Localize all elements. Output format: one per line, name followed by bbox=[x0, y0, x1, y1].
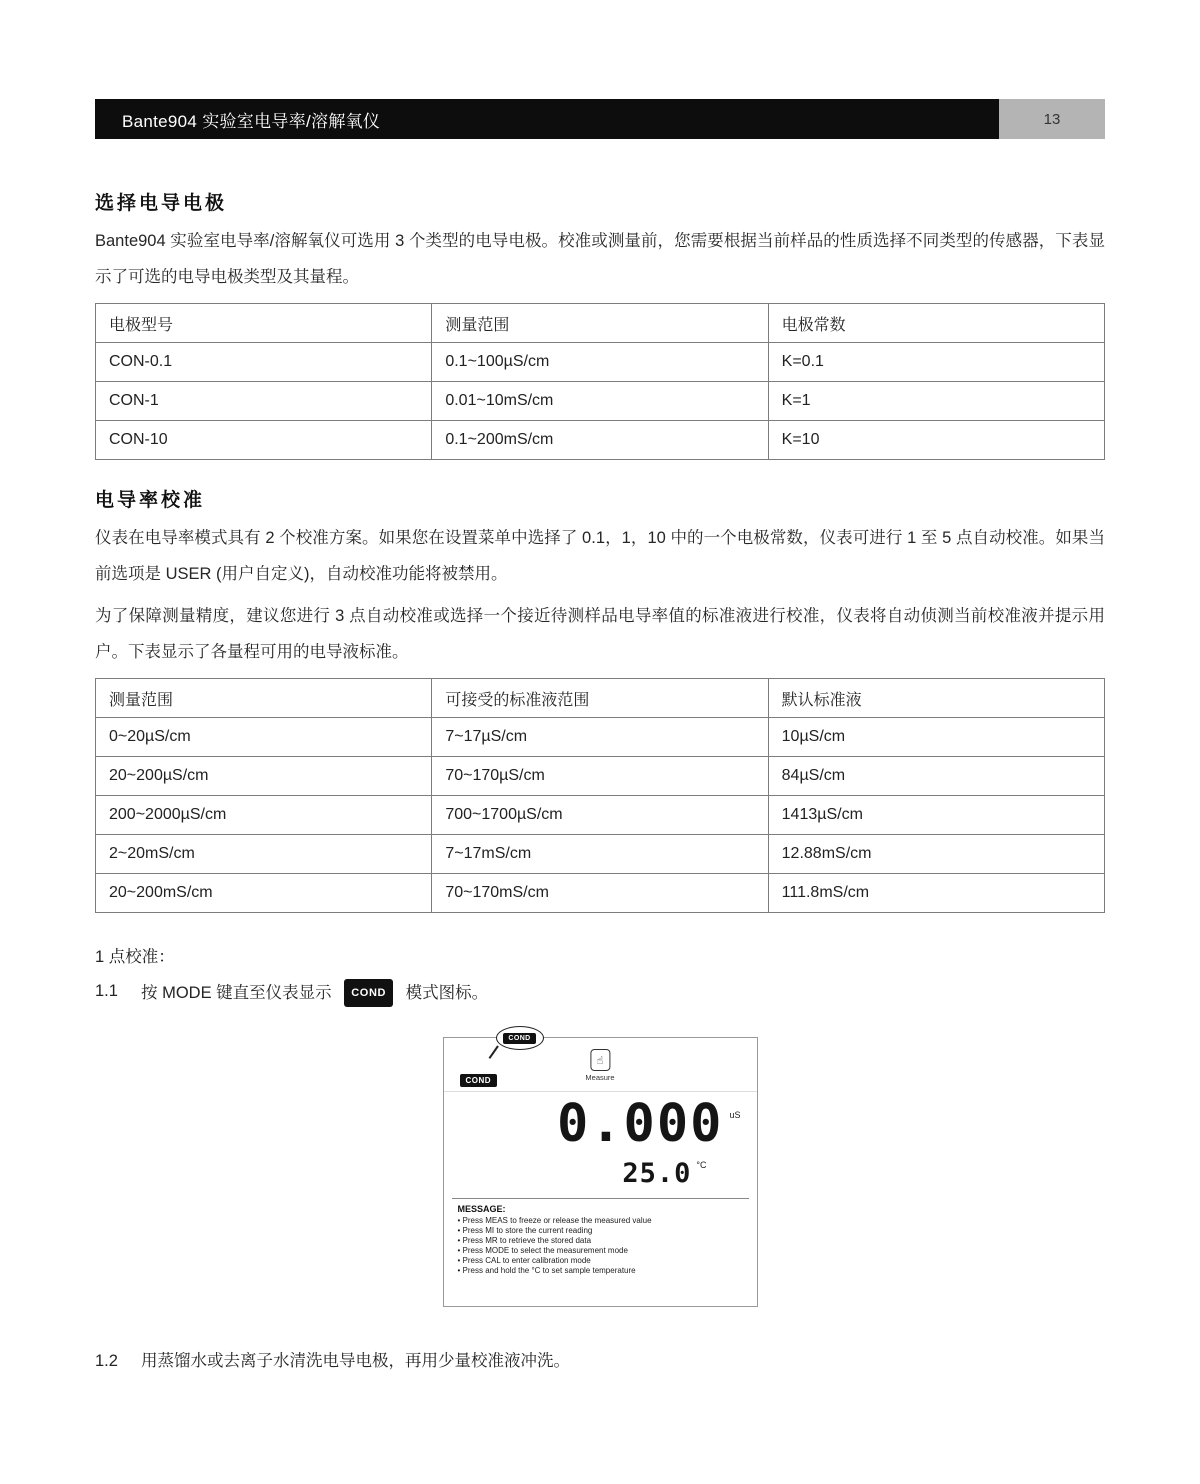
step-number: 1.2 bbox=[95, 1352, 118, 1370]
step-1-2 bbox=[95, 1349, 1105, 1373]
column-header: 默认标准液 bbox=[768, 679, 1104, 718]
step-text-before: 按 MODE 键直至仪表显示 bbox=[141, 984, 332, 1002]
table-cell: 70~170µS/cm bbox=[432, 757, 768, 796]
lcd-display-figure bbox=[443, 1034, 758, 1307]
table-cell: 700~1700µS/cm bbox=[432, 796, 768, 835]
table-cell: 12.88mS/cm bbox=[768, 835, 1104, 874]
lcd-divider-bottom bbox=[452, 1198, 749, 1199]
calibration-paragraph-1: 仪表在电导率模式具有 2 个校准方案。如果您在设置菜单中选择了 0.1，1，10 中的一个电极常数，仪表可进行 1 至 5 点自动校准。如果当前选项是 USER (用户自定义)，自动校准功能将被禁用。 bbox=[95, 529, 1105, 583]
message-item: • Press CAL to enter calibration mode bbox=[458, 1256, 749, 1266]
table-cell: 1413µS/cm bbox=[768, 796, 1104, 835]
lcd-figure-wrapper bbox=[95, 1034, 1105, 1307]
temperature-value: 25.0 bbox=[622, 1158, 692, 1189]
column-header: 电极型号 bbox=[96, 304, 432, 343]
message-list bbox=[458, 1216, 749, 1276]
table-header-row bbox=[96, 304, 1105, 343]
callout-cond-badge: COND bbox=[503, 1033, 535, 1044]
table-cell: 0.1~100µS/cm bbox=[432, 343, 768, 382]
table-cell: 2~20mS/cm bbox=[96, 835, 432, 874]
step-text: 用蒸馏水或去离子水清洗电导电极，再用少量校准液冲洗。 bbox=[141, 1352, 570, 1370]
lcd-temp-reading bbox=[622, 1160, 706, 1187]
step-number: 1.1 bbox=[95, 982, 118, 1000]
table-cell: CON-0.1 bbox=[96, 343, 432, 382]
callout-pointer bbox=[488, 1045, 498, 1058]
header-title-bar bbox=[95, 99, 999, 139]
table-cell: K=10 bbox=[768, 421, 1104, 460]
table-row bbox=[96, 718, 1105, 757]
table-cell: 0~20µS/cm bbox=[96, 718, 432, 757]
table-row bbox=[96, 421, 1105, 460]
measure-hand-icon: ☝ bbox=[590, 1049, 610, 1071]
callout-bubble bbox=[496, 1026, 544, 1050]
table-cell: K=0.1 bbox=[768, 343, 1104, 382]
message-item: • Press MEAS to freeze or release the measured value bbox=[458, 1216, 749, 1226]
measure-indicator bbox=[585, 1049, 614, 1082]
step-text-after: 模式图标。 bbox=[405, 984, 489, 1002]
table-cell: 10µS/cm bbox=[768, 718, 1104, 757]
electrode-intro-paragraph: Bante904 实验室电导率/溶解氧仪可选用 3 个类型的电导电极。校准或测量前，您需要根据当前样品的性质选择不同类型的传感器，下表显示了可选的电导电极类型及其量程。 bbox=[95, 232, 1105, 286]
table-cell: 70~170mS/cm bbox=[432, 874, 768, 913]
cond-mode-badge: COND bbox=[344, 979, 393, 1007]
section-title-electrode: 选择电导电极 bbox=[95, 193, 228, 214]
measure-label: Measure bbox=[585, 1073, 615, 1082]
table-row bbox=[96, 757, 1105, 796]
conductivity-unit: uS bbox=[729, 1110, 741, 1120]
column-header: 电极常数 bbox=[768, 304, 1104, 343]
table-cell: K=1 bbox=[768, 382, 1104, 421]
message-item: • Press MI to store the current reading bbox=[458, 1226, 749, 1236]
lcd-divider-top bbox=[444, 1091, 757, 1092]
temperature-unit: °C bbox=[696, 1160, 707, 1170]
table-cell: 20~200µS/cm bbox=[96, 757, 432, 796]
electrode-table bbox=[95, 303, 1105, 460]
step-1-1 bbox=[95, 979, 1105, 1007]
step-text bbox=[141, 979, 488, 1007]
message-item: • Press and hold the °C to set sample temperature bbox=[458, 1266, 749, 1276]
table-cell: 7~17mS/cm bbox=[432, 835, 768, 874]
table-row bbox=[96, 343, 1105, 382]
table-row bbox=[96, 796, 1105, 835]
table-cell: 0.1~200mS/cm bbox=[432, 421, 768, 460]
message-title: MESSAGE: bbox=[457, 1204, 506, 1214]
page-number-badge: 13 bbox=[999, 99, 1105, 139]
table-cell: CON-1 bbox=[96, 382, 432, 421]
lcd-message-panel bbox=[458, 1204, 749, 1276]
section-title-calibration: 电导率校准 bbox=[95, 490, 206, 511]
table-cell: 20~200mS/cm bbox=[96, 874, 432, 913]
table-row bbox=[96, 382, 1105, 421]
table-cell: 0.01~10mS/cm bbox=[432, 382, 768, 421]
column-header: 测量范围 bbox=[432, 304, 768, 343]
document-title: Bante904 实验室电导率/溶解氧仪 bbox=[122, 111, 381, 131]
lcd-cond-indicator: COND bbox=[460, 1074, 498, 1087]
table-cell: 84µS/cm bbox=[768, 757, 1104, 796]
table-cell: 200~2000µS/cm bbox=[96, 796, 432, 835]
page-header bbox=[95, 99, 1105, 139]
table-cell: 7~17µS/cm bbox=[432, 718, 768, 757]
table-header-row bbox=[96, 679, 1105, 718]
message-item: • Press MR to retrieve the stored data bbox=[458, 1236, 749, 1246]
table-cell: CON-10 bbox=[96, 421, 432, 460]
standard-solution-table bbox=[95, 678, 1105, 913]
cond-callout bbox=[496, 1026, 544, 1050]
one-point-calibration-title: 1 点校准： bbox=[95, 948, 175, 966]
calibration-paragraph-2: 为了保障测量精度，建议您进行 3 点自动校准或选择一个接近待测样品电导率值的标准液进行校准，仪表将自动侦测当前校准液并提示用户。下表显示了各量程可用的电导液标准。 bbox=[95, 607, 1105, 661]
table-cell: 111.8mS/cm bbox=[768, 874, 1104, 913]
lcd-main-reading bbox=[556, 1094, 741, 1154]
conductivity-value: 0.000 bbox=[556, 1094, 724, 1154]
column-header: 测量范围 bbox=[96, 679, 432, 718]
table-row bbox=[96, 835, 1105, 874]
column-header: 可接受的标准液范围 bbox=[432, 679, 768, 718]
message-item: • Press MODE to select the measurement mode bbox=[458, 1246, 749, 1256]
table-row bbox=[96, 874, 1105, 913]
